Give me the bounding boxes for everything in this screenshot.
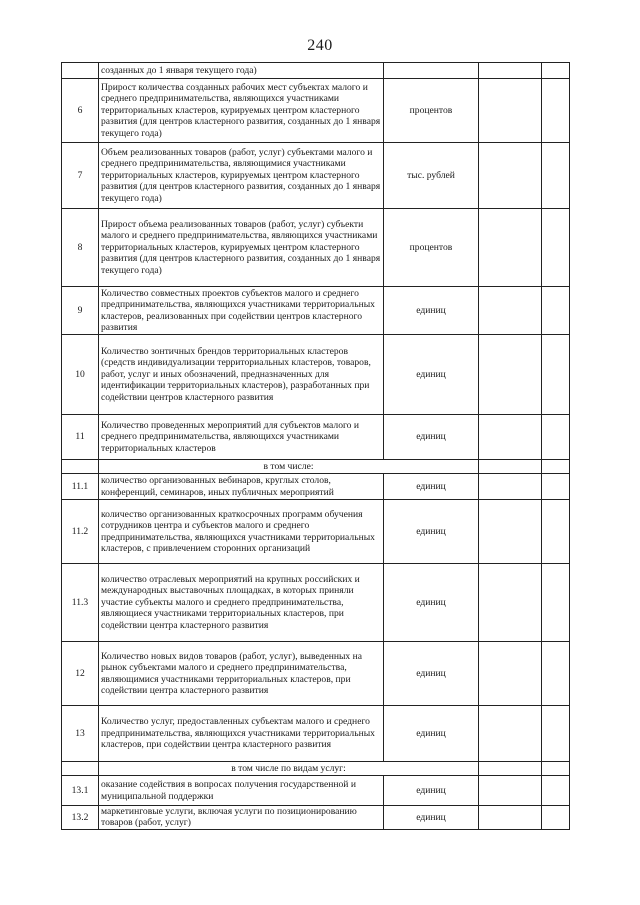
table-row bbox=[62, 63, 570, 79]
row-number: 11.1 bbox=[62, 474, 99, 500]
value-cell bbox=[479, 642, 542, 706]
value-cell bbox=[542, 63, 570, 79]
indicator-description: количество организованных вебинаров, круглых столов, конференций, семинаров, иных публичных мероприятий bbox=[99, 474, 384, 500]
row-number: 13.1 bbox=[62, 776, 99, 806]
value-cell bbox=[479, 209, 542, 287]
empty-cell bbox=[479, 762, 542, 776]
empty-cell bbox=[479, 460, 542, 474]
unit-of-measure: единиц bbox=[384, 415, 479, 460]
value-cell bbox=[542, 806, 570, 830]
value-cell bbox=[542, 79, 570, 143]
table-row bbox=[62, 706, 570, 762]
indicator-description: Количество совместных проектов субъектов малого и среднего предпринимательства, являющихся участниками территориальных кластеров, реализованных при содействии центров кластерного развития bbox=[99, 287, 384, 335]
value-cell bbox=[542, 287, 570, 335]
unit-of-measure: процентов bbox=[384, 79, 479, 143]
indicator-description: Прирост объема реализованных товаров (работ, услуг) субъекти малого и среднего предпринимательства, являющихся участниками территориальных кластеров, курируемых центром кластерного развития (для центров кластерного развития, созданных до 1 января текущего года) bbox=[99, 209, 384, 287]
table-row bbox=[62, 500, 570, 564]
unit-of-measure: единиц bbox=[384, 474, 479, 500]
row-number: 11.3 bbox=[62, 564, 99, 642]
value-cell bbox=[542, 415, 570, 460]
value-cell bbox=[479, 143, 542, 209]
value-cell bbox=[479, 500, 542, 564]
row-number: 8 bbox=[62, 209, 99, 287]
indicator-description: Количество услуг, предоставленных субъектам малого и среднего предпринимательства, являющихся участниками территориальных кластеров, при содействии центра кластерного развития bbox=[99, 706, 384, 762]
empty-cell bbox=[62, 460, 99, 474]
indicator-description: маркетинговые услуги, включая услуги по позиционированию товаров (работ, услуг) bbox=[99, 806, 384, 830]
value-cell bbox=[479, 63, 542, 79]
value-cell bbox=[479, 776, 542, 806]
table-row bbox=[62, 474, 570, 500]
section-row bbox=[62, 460, 570, 474]
row-number: 6 bbox=[62, 79, 99, 143]
unit-of-measure bbox=[384, 63, 479, 79]
section-heading: в том числе: bbox=[99, 460, 479, 474]
value-cell bbox=[542, 500, 570, 564]
value-cell bbox=[479, 79, 542, 143]
table-row bbox=[62, 642, 570, 706]
value-cell bbox=[479, 706, 542, 762]
indicator-description: Количество новых видов товаров (работ, услуг), выведенных на рынок субъектами малого и среднего предпринимательства, являющимися участниками территориальных кластеров, при содействии центра кластерного развития bbox=[99, 642, 384, 706]
table-row bbox=[62, 564, 570, 642]
value-cell bbox=[479, 415, 542, 460]
value-cell bbox=[542, 335, 570, 415]
row-number: 13 bbox=[62, 706, 99, 762]
indicator-description: созданных до 1 января текущего года) bbox=[99, 63, 384, 79]
value-cell bbox=[479, 287, 542, 335]
indicators-table bbox=[61, 62, 570, 830]
unit-of-measure: единиц bbox=[384, 335, 479, 415]
value-cell bbox=[542, 776, 570, 806]
value-cell bbox=[542, 474, 570, 500]
indicator-description: Количество зонтичных брендов территориальных кластеров (средств индивидуализации территориальных кластеров, товаров, работ, услуг и иных обозначений, предназначенных для идентификации территориальных кластеров), разработанных при содействии центров кластерного развития bbox=[99, 335, 384, 415]
table-row bbox=[62, 806, 570, 830]
unit-of-measure: единиц bbox=[384, 564, 479, 642]
empty-cell bbox=[542, 762, 570, 776]
table-row bbox=[62, 79, 570, 143]
table-row bbox=[62, 335, 570, 415]
value-cell bbox=[479, 564, 542, 642]
indicator-description: оказание содействия в вопросах получения государственной и муниципальной поддержки bbox=[99, 776, 384, 806]
section-heading: в том числе по видам услуг: bbox=[99, 762, 479, 776]
row-number: 11.2 bbox=[62, 500, 99, 564]
row-number: 12 bbox=[62, 642, 99, 706]
table-row bbox=[62, 776, 570, 806]
unit-of-measure: единиц bbox=[384, 287, 479, 335]
page-number: 240 bbox=[307, 37, 333, 54]
value-cell bbox=[542, 143, 570, 209]
unit-of-measure: тыс. рублей bbox=[384, 143, 479, 209]
unit-of-measure: единиц bbox=[384, 706, 479, 762]
indicator-description: Прирост количества созданных рабочих мест субъектах малого и среднего предпринимательства, являющихся участниками территориальных кластеров, курируемых центром кластерного развития (для центров кластерного развития, созданных до 1 января текущего года) bbox=[99, 79, 384, 143]
empty-cell bbox=[62, 762, 99, 776]
table-row bbox=[62, 415, 570, 460]
value-cell bbox=[542, 642, 570, 706]
unit-of-measure: единиц bbox=[384, 806, 479, 830]
unit-of-measure: процентов bbox=[384, 209, 479, 287]
unit-of-measure: единиц bbox=[384, 500, 479, 564]
indicator-description: количество организованных краткосрочных программ обучения сотрудников центра и субъектов малого и среднего предпринимательства, являющихся участниками территориальных кластеров, с привлечением сторонних организаций bbox=[99, 500, 384, 564]
value-cell bbox=[479, 335, 542, 415]
unit-of-measure: единиц bbox=[384, 776, 479, 806]
empty-cell bbox=[542, 460, 570, 474]
indicator-description: Количество проведенных мероприятий для субъектов малого и среднего предпринимательства, являющихся участниками территориальных кластеров bbox=[99, 415, 384, 460]
value-cell bbox=[542, 564, 570, 642]
row-number bbox=[62, 63, 99, 79]
value-cell bbox=[542, 706, 570, 762]
section-row bbox=[62, 762, 570, 776]
row-number: 10 bbox=[62, 335, 99, 415]
table-row bbox=[62, 143, 570, 209]
unit-of-measure: единиц bbox=[384, 642, 479, 706]
table-row bbox=[62, 209, 570, 287]
indicator-description: количество отраслевых мероприятий на крупных российских и международных выставочных площадках, в которых приняли участие субъекты малого и среднего предпринимательства, являющиеся участниками территориальных кластеров, при содействии центра кластерного развития bbox=[99, 564, 384, 642]
row-number: 9 bbox=[62, 287, 99, 335]
row-number: 13.2 bbox=[62, 806, 99, 830]
indicator-description: Объем реализованных товаров (работ, услуг) субъектами малого и среднего предпринимательства, являющимися участниками территориальных кластеров, курируемых центром кластерного развития (для центров кластерного развития, созданных до 1 января текущего года) bbox=[99, 143, 384, 209]
value-cell bbox=[479, 474, 542, 500]
row-number: 11 bbox=[62, 415, 99, 460]
table-row bbox=[62, 287, 570, 335]
value-cell bbox=[479, 806, 542, 830]
value-cell bbox=[542, 209, 570, 287]
row-number: 7 bbox=[62, 143, 99, 209]
